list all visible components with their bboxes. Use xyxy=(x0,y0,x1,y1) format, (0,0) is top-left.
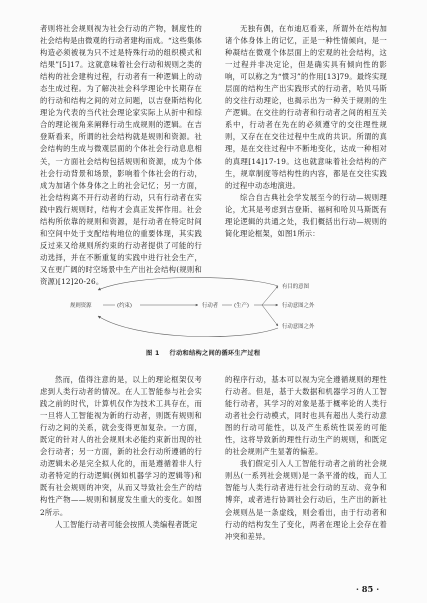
feedback-arc-top xyxy=(98,277,278,290)
paragraph: 无独有偶，在布迪厄看来，所谓外在结构加诸个体身体上的记忆，正是一种性情倾向，是一种凝结在微观个体层面上的宏观的社会结构，这一过程并非决定论，但是确实具有倾向性的影响，可以称之为“惯习”的作用[13]79。最终实现层面的结构生产出实践形式的行动者，哈贝马斯的交往行动理论，也揭示出为一种关于规则的生产逻辑。在交往的行动者和行动者之间的相互关系中，行动者在先在的必须遵守的交往理性规则，又存在在交往过程中生成的共识。所谓的真理，是在交往过程中不断地变化，达成一种相对的真理[14]17-19。这也就意味着社会结构的产生，规章制度等结构性的内容，都是在交往实践的过程中动态地演进。 xyxy=(225,24,387,190)
body-column-top-right xyxy=(225,23,387,240)
paragraph: 的程序行动，基本可以视为完全遵循规则的理性行动者。但是，基于大数据和机器学习的人工智能行动者，其学习的对象是基于概率论的人类行动者社会行动模式，同时也具有超出人类行动意图的行动可能性，以及产生系统性误差的可能性，这将导致新的理性行动生产的规则，和既定的社会规则产生显著的偏差。 xyxy=(225,375,387,457)
paragraph: 综合自古典社会学发展至今的行动—规则理论，尤其是考虑到吉登斯、福柯和哈贝马斯既有理论逻辑的共通之处，我们概括出行动—规则的简化理论框架，如图1所示： xyxy=(225,192,387,238)
paragraph: 然而，值得注意的是，以上的理论框架仅考虑到人类行动者的情况。在人工智能参与社会实践之前的时代，计算机仅作为技术工具存在，而一旦将人工智能视为新的行动者，则既有规则和行动之间的关系，就会变得更加复杂。一方面，既定的针对人的社会规则未必能约束新出现的社会行动者；另一方面，新的社会行动所遵循的行动逻辑未必是完全拟人化的，而是遵循着非人行动者特定的行动逻辑(例如机器学习的逻辑等)和既有社会规则的冲突，从而又导致社会生产的结构性产物——规则和制度发生重大的变化。如图2所示。 xyxy=(40,375,202,517)
figure-1-svg xyxy=(40,268,387,340)
body-column-bottom-left xyxy=(40,374,202,531)
figure-branch-up xyxy=(262,286,278,305)
figure-caption-text: 行动和结构之间的循环生产过程 xyxy=(169,350,261,357)
figure-label-produce: (生产) xyxy=(234,303,249,309)
page-number: · 85 · xyxy=(356,584,380,594)
figure-outcome-2: 行动意图之外 xyxy=(282,303,315,309)
figure-caption xyxy=(40,348,387,357)
paragraph: 人工智能行动者可能会按照人类编程者既定 xyxy=(55,519,198,529)
figure-caption-number: 图 1 xyxy=(146,350,160,357)
feedback-arc-bottom xyxy=(98,316,278,337)
figure-label-rules-resources: 规则资源 xyxy=(70,303,92,309)
figure-branch-down xyxy=(262,305,278,326)
figure-outcome-3: 行动意图之外 xyxy=(282,324,315,330)
figure-label-constraint: (约束) xyxy=(117,303,132,309)
body-column-bottom-right xyxy=(225,374,387,543)
figure-1-diagram xyxy=(40,268,387,340)
figure-outcome-1: 有目的意图 xyxy=(282,284,309,290)
body-column-top-left xyxy=(40,23,202,288)
paragraph: 我们假定引入人工智能行动者之前的社会规则丛(一系列社会规则)是一条平滑的线，而人工智能与人类行动者进行社会行动的互动、竞争和博弈，或者进行协调社会行动后，生产出的新社会规则丛是一条虚线，则会看出，由于行动者和行动的结构发生了变化，两者在理论上会存在着冲突和差异。 xyxy=(225,459,387,541)
paragraph: 者则将社会规则视为社会行动的产物，制度性的社会结构是由微观的行动者建构而成。“这些集体构造必须被视为只不过是特殊行动的组织模式和结果”[5]17。这就意味着社会行动和规则之类的结构的社会建构过程，行动者有一种逻辑上的动态生成过程。为了解决社会科学理论中长期存在的行动和结构之间的对立问题，以吉登斯结构化理论为代表的当代社会理论家实际上从折中和综合的理论视角来阐释行动生成规则的逻辑。在吉登斯看来，所谓的社会结构就是规则和资源。社会结构的生成与微观层面的个体社会行动息息相关，一方面社会结构包括规则和资源，成为个体社会行动背景和场景，影响着个体社会的行动，成为加诸个体身体之上的社会记忆；另一方面，社会结构离不开行动者的行动，只有行动者在实践中践行规则时，结构才会真正发挥作用。社会结构所依靠的规则和资源，是行动者在特定时间和空间中处于支配结构地位的重要体现，其实践反过来又给规则所约束的行动者提供了可能的行动选择，并在不断重复的实践中进行社会生产，又在更广阔的时空场景中生产出社会结构(规则和资源)[12]20-26。 xyxy=(40,24,202,286)
figure-label-actor: 行动者 xyxy=(202,303,219,309)
